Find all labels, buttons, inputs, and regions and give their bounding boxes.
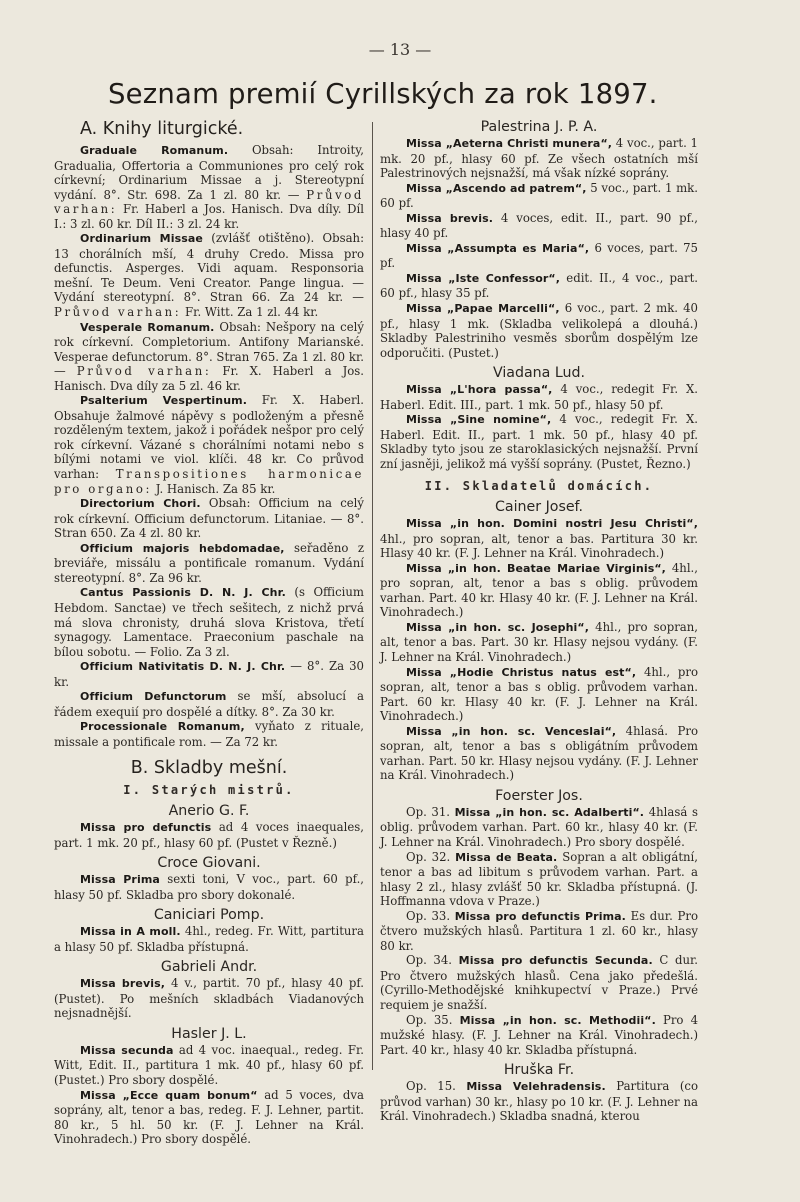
composition-title: Missa „Ascendo ad patrem“, [406,181,587,195]
composition-details: 4hl., pro sopran, alt, tenor a bas s oblig. průvodem varhan. Part. 40 kr. Hlasy 40 kr. (F. J. Lehner na Král. Vinohradech.) [380,560,698,620]
composition-entry [54,924,364,954]
entry-title: Vesperale Romanum. [80,320,215,334]
composition-entry [380,1013,698,1058]
old-masters-continued-list [380,118,698,471]
section-heading-a: A. Knihy liturgické. [80,119,244,139]
composition-details: Es dur. Pro čtvero mužských hlasů. Partitura 1 zl. 60 kr., hlasy 80 kr. [380,908,698,953]
composition-entry [380,301,698,360]
composition-details: 6 voces, part. 75 pf. [380,240,698,271]
catalog-entry [54,393,364,496]
composition-details: 4 voces, edit. II., part. 90 pf., hlasy 40 pf. [380,210,699,241]
opus-number: Op. 32. [406,849,456,864]
composer-heading: Caniciari Pomp. [153,907,265,924]
composition-title: Missa brevis. [406,211,493,225]
composition-title: Missa „Assumpta es Maria“, [406,241,590,255]
entry-text: (s Officium Hebdom. Sanctae) ve třech sešitech, z nichž prvá má slova chronisty, druhá slova Kristova, třetí synagogy. Lamentace. Praeconium paschale na bílou sobotu. — Folio. Za 3 zl. [54,585,364,659]
composition-title: Missa „in hon. sc. Josephi“, [406,620,590,634]
composition-details: Pro 4 mužské hlasy. (F. J. Lehner na Král. Vinohradech.) Part. 40 kr., hlasy 40 kr. Skladba přístupná. [380,1012,699,1057]
composition-title: Missa „in hon. Domini nostri Jesu Christi“, [406,517,698,531]
composition-entry [380,561,698,620]
composition-title: Missa brevis, [80,977,166,991]
composition-title: Missa de Beata. [455,850,558,864]
entry-title: Ordinarium Missae [80,232,203,246]
composition-title: Missa „L'hora passa“, [406,383,553,397]
composition-entry [54,1088,364,1147]
entry-text: — 8°. Za 30 kr. [54,659,364,689]
entry-text-continued: Fr. Witt. Za 1 zl. 44 kr. [181,305,319,320]
composer-heading: Croce Giovani. [157,855,261,872]
composition-entry [380,850,698,909]
composition-entry [380,382,698,412]
composition-title: Missa pro defunctis Secunda. [458,954,653,968]
entry-text: Obsah: Introity, Gradualia, Offertoria a Communiones pro celý rok církevní; Ordinarium Missae a j. Stereotypní vydání. 8°. Str. 698. Za 1 zl. 80 kr. — [54,143,364,202]
composition-details: 5 voc., part. 1 mk. 60 pf. [380,180,698,211]
composition-details: edit. II., 4 voc., part. 60 pf., hlasy 35 pf. [380,270,698,301]
composer-heading: Hruška Fr. [503,1062,575,1079]
composition-entry [380,241,698,271]
composition-details: Partitura (co průvod varhan) 30 kr., hlasy po 10 kr. (F. J. Lehner na Král. Vinohradech.) Skladba snadná, kterou [380,1079,699,1124]
composition-title: Missa „Hodie Christus natus est“, [406,665,637,679]
composition-details: 4hl., pro sopran, alt, tenor a bas. Part. 30 kr. Hlasy nejsou vydány. (F. J. Lehner na Král. Vinohradech.) [380,619,698,664]
composer-heading: Hasler J. L. [171,1025,247,1042]
domestic-composers-list [380,498,698,1124]
composition-entry [380,516,698,561]
composer-heading: Cainer Josef. [494,499,584,516]
composition-entry [54,1043,364,1088]
composition-entry [380,909,698,954]
opus-number: Op. 35. [406,1012,460,1027]
composition-details: 4hl., pro sopran, alt, tenor a bas s oblig. průvodem varhan. Part. 60 kr. Hlasy 40 kr. (F. J. Lehner na Král. Vinohradech.) [380,664,698,724]
opus-number: Op. 33. [406,908,455,923]
composer-heading: Viadana Lud. [492,365,586,382]
composition-title: Missa „in hon. sc. Venceslai“, [406,724,617,738]
entry-spaced-text: Průvod varhan: [54,305,182,320]
composition-title: Missa „Iste Confessor“, [406,271,561,285]
page-title: Seznam premií Cyrillských za rok 1897. [108,78,658,110]
catalog-entry [54,320,364,394]
liturgical-books-list [54,143,364,749]
composition-details: ad 5 voces, dva soprány, alt, tenor a bas, redeg. F. J. Lehner, partit. 80 kr., 5 hl. 50 kr. (F. J. Lehner na Král. Vinohradech.) Pro sbory dospělé. [54,1087,364,1147]
entry-text: vyňato z rituale, missale a pontificale rom. — Za 72 kr. [54,719,364,749]
composition-details: ad 4 voc. inaequal., redeg. Fr. Witt, Edit. II., partitura 1 mk. 40 pf., hlasy 60 pf. (Pustet.) Pro sbory dospělé. [54,1042,364,1087]
composition-entry [380,953,698,1012]
composition-title: Missa in A moll. [80,925,181,939]
composition-details: 4 v., partit. 70 pf., hlasy 40 pf. (Pustet). Po mešních skladbách Viadanových nejsnadnější. [54,976,364,1021]
composition-details: 4hlasá. Pro sopran, alt, tenor a bas s obligátním průvodem varhan. Part. 50 kr. Hlasy nejsou vydány. (F. J. Lehner na Král. Vinohradech.) [380,723,698,783]
composition-details: 4 voc., redegit Fr. X. Haberl. Edit. III., part. 1 mk. 50 pf., hlasy 50 pf. [380,382,699,412]
page-number: — 13 — [368,40,432,59]
entry-text-continued: Fr. X. Haberl a Jos. Hanisch. Dva díly za 5 zl. 46 kr. [54,364,364,393]
catalog-entry [54,231,364,319]
right-column [380,118,698,1124]
entry-title: Officium Nativitatis D. N. J. Chr. [80,660,286,674]
composition-entry [54,872,364,902]
entry-text-continued: Fr. Haberl a Jos. Hanisch. Dva díly. Díl I.: 3 zl. 60 kr. Díl II.: 3 zl. 24 kr. [54,202,364,231]
composition-details: Sopran a alt obligátní, tenor a bas ad libitum s průvodem varhan. Part. a hlasy 2 zl., hlasy zvlášť 50 kr. Skladba přístupná. (J. Hoffmanna vdova v Praze.) [380,849,698,909]
entry-text: (zvlášť otištěno). Obsah: 13 chorálních mší, 4 druhy Credo. Missa pro defunctis. Asperges. Vidi aquam. Responsoria mešní. Te Deum. Veni Creator. Pange lingua. — Vydání stereotypní. 8°. Stran 66. Za 24 kr. — [54,231,365,305]
composition-title: Missa „Ecce quam bonum“ [80,1088,258,1102]
column-divider [372,122,373,1070]
entry-text: se mší, absolucí a řádem exequií pro dospělé a dítky. 8°. Za 30 kr. [54,689,364,719]
old-masters-list [54,802,364,1147]
entry-title: Officium Defunctorum [80,690,227,704]
composer-heading: Anerio G. F. [168,802,250,819]
composition-title: Missa „in hon. sc. Adalberti“. [454,805,645,819]
composition-entry [54,820,364,850]
composition-details: ad 4 voces inaequales, part. 1 mk. 20 pf., hlasy 60 pf. (Pustet v Řezně.) [54,819,365,850]
composer-heading: Palestrina J. P. A. [480,119,598,135]
composition-details: 4 voc., redegit Fr. X. Haberl. Edit. II., part. 1 mk. 50 pf., hlasy 40 pf. Skladby tyto jsou ze staroklasických nejsnažší. První zní jasněji, jelikož má vyšší soprány. (Pustet, Řezno.) [380,412,698,471]
composition-details: 4hlasá s oblig. průvodem varhan. Part. 60 kr., hlasy 40 kr. (F. J. Lehner na Král. Vinohradech.) Pro sbory dospělé. [380,804,698,849]
left-column [54,118,364,1147]
composition-title: Missa pro defunctis [80,820,212,834]
catalog-entry [54,659,364,689]
composition-entry [380,181,698,211]
composition-entry [380,1079,698,1124]
entry-text: Obsah: Nešpory na celý rok církevní. Completorium. Antifony Marianské. Vesperae defunctorum. 8°. Stran 765. Za 1 zl. 80 kr. — [54,319,364,379]
composition-entry [380,620,698,665]
entry-text: Obsah: Officium na celý rok církevní. Officium defunctorum. Litaniae. — 8°. Stran 650. Za 4 zl. 80 kr. [54,496,365,541]
entry-title: Officium majoris hebdomadae, [80,541,285,555]
composer-heading: Gabrieli Andr. [160,959,258,976]
opus-number: Op. 15. [406,1079,467,1094]
composition-title: Missa „Papae Marcelli“, [406,302,560,316]
catalog-entry [54,143,364,231]
entry-spaced-text: Průvod varhan: [76,364,212,379]
composition-title: Missa Velehradensis. [466,1080,606,1094]
entry-title: Psalterium Vespertinum. [80,394,247,408]
composer-heading: Foerster Jos. [495,787,583,804]
opus-number: Op. 31. [406,804,455,819]
entry-spaced-text: Transpositiones harmonicae pro organo: [54,467,364,496]
composition-title: Missa „in hon. Beatae Mariae Virginis“, [406,561,666,575]
composition-entry [380,271,698,301]
entry-title: Directorium Chori. [80,497,201,511]
catalog-entry [54,585,364,659]
opus-number: Op. 34. [406,953,459,968]
composition-entry [380,412,698,471]
composition-details: 4hl., redeg. Fr. Witt, partitura a hlasy 50 pf. Skladba přístupná. [54,924,364,954]
catalog-entry [54,496,364,541]
entry-title: Processionale Romanum, [80,720,245,734]
composition-entry [380,665,698,724]
composition-details: 4hl., pro sopran, alt, tenor a bas. Partitura 30 kr. Hlasy 40 kr. (F. J. Lehner na Král. Vinohradech.) [380,531,698,561]
entry-spaced-text: Průvod varhan: [54,187,364,217]
composition-entry [380,211,698,241]
section-heading-b: B. Skladby mešní. [130,758,288,779]
composition-title: Missa secunda [80,1043,174,1057]
composition-details: sexti toni, V voc., part. 60 pf., hlasy 50 pf. Skladba pro sbory dokonalé. [54,872,365,902]
composition-title: Missa „Sine nomine“, [406,413,552,427]
subsection-heading-ii: II. Skladatelů domácích. [424,479,654,494]
composition-details: 6 voc., part. 2 mk. 40 pf., hlasy 1 mk. (Skladba velikolepá a dlouhá.) Skladby Palestriniho vesměs sborům dospělým lze odporučiti. (Pustet.) [380,301,698,360]
entry-text: seřaděno z breviáře, missálu a pontificale romanum. Vydání stereotypní. 8°. Za 96 kr. [54,540,364,585]
entry-text-continued: J. Hanisch. Za 85 kr. [152,481,276,496]
composition-entry [380,136,698,181]
catalog-entry [54,541,364,586]
composition-entry [380,805,698,850]
composition-entry [54,976,364,1021]
entry-title: Graduale Romanum. [80,144,229,157]
composition-details: 4 voc., part. 1 mk. 20 pf., hlasy 60 pf. Ze všech ostatních mší Palestrinových nejsnažší, má však nízké soprány. [380,136,698,181]
composition-title: Missa Prima [80,873,160,887]
entry-text: Fr. X. Haberl. Obsahuje žalmové nápěvy s podloženým a přesně rozděleným textem, jakož i pořádek nešpor pro celý rok církevní. Vázané s chorálními notami nebo s bílými notami ve viol. klíči. 48 kr. Co průvod varhan: [54,393,364,482]
catalog-entry [54,719,364,749]
catalog-entry [54,689,364,719]
composition-title: Missa pro defunctis Prima. [454,909,626,923]
entry-title: Cantus Passionis D. N. J. Chr. [80,586,286,600]
composition-details: C dur. Pro čtvero mužských hlasů. Cena jako předešlá. (Cyrillo-Methodějské knihkupectví v Praze.) Prvé requiem je snažší. [380,953,698,1012]
subsection-heading-i: I. Starých mistrů. [123,783,295,798]
composition-entry [380,724,698,783]
composition-title: Missa „Aeterna Christi munera“, [406,137,613,150]
composition-title: Missa „in hon. sc. Methodii“. [459,1013,656,1027]
